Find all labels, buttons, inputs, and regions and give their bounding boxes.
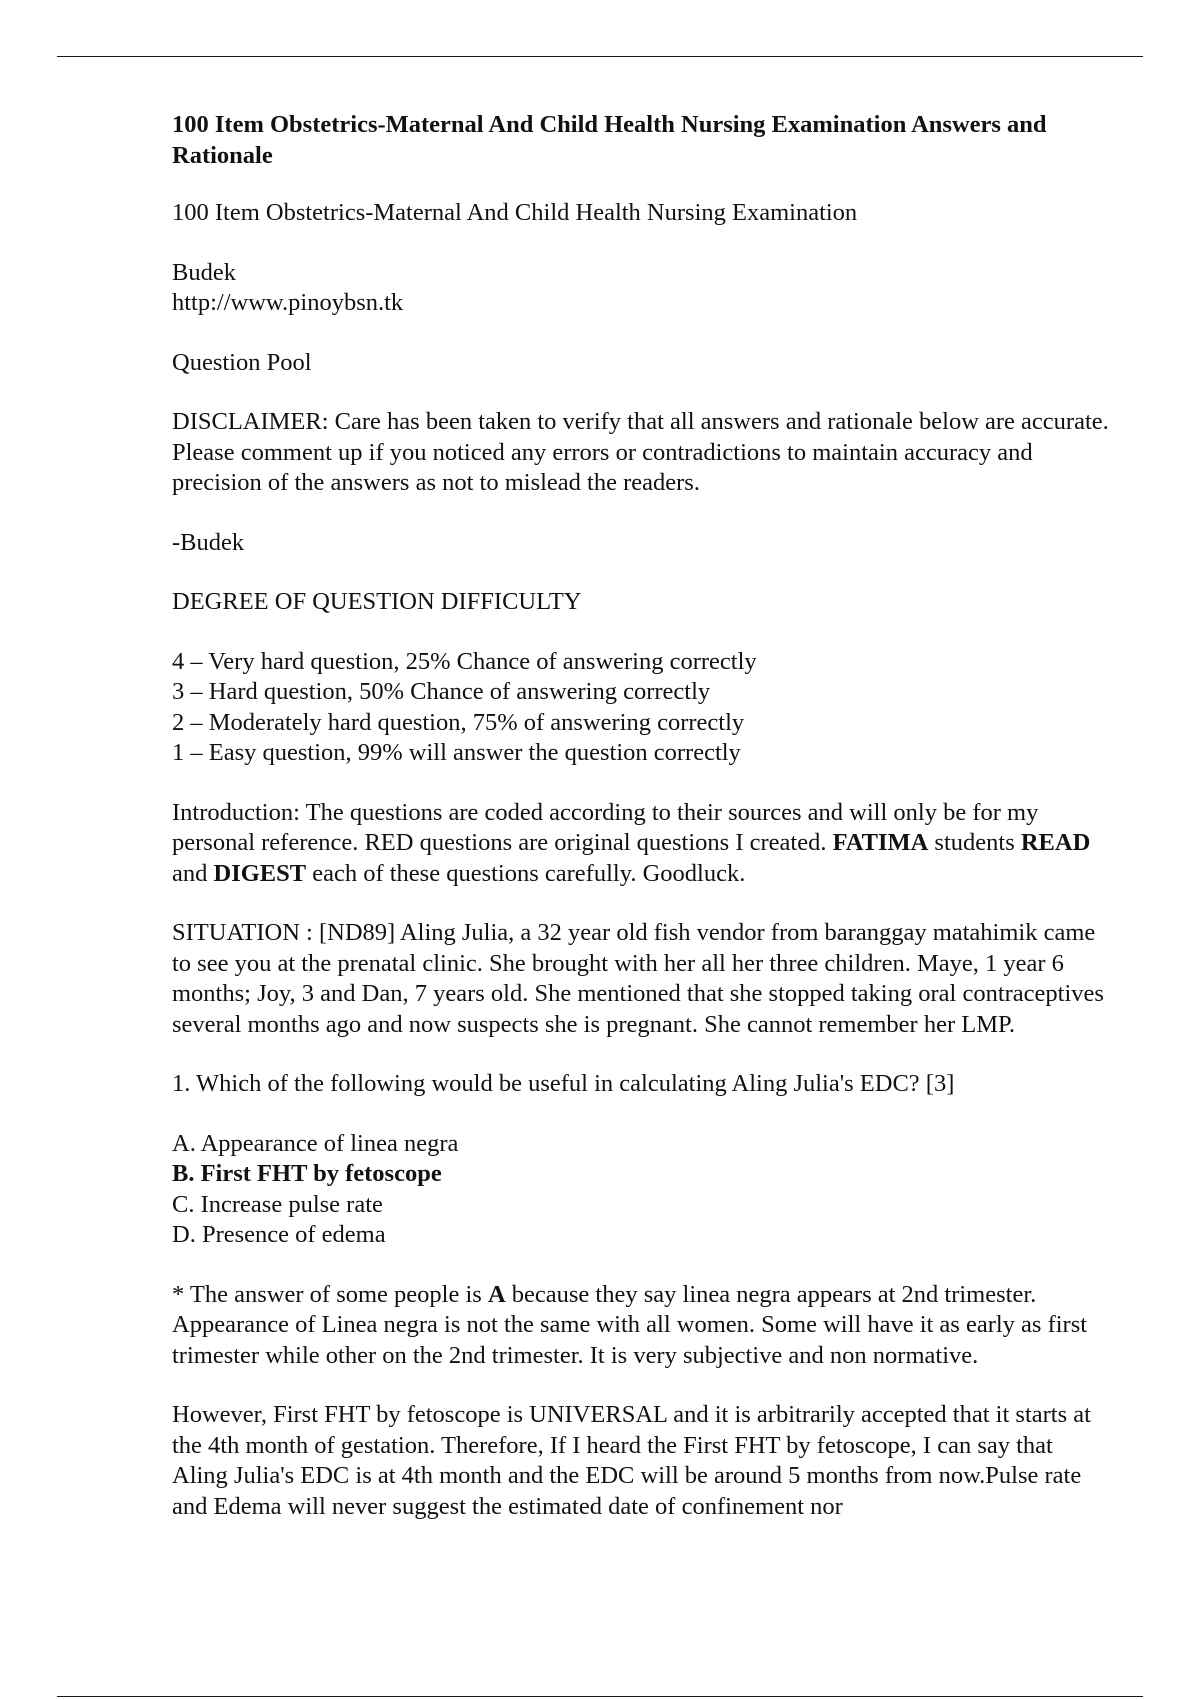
difficulty-level: 1 – Easy question, 99% will answer the question correctly (172, 739, 741, 766)
answer-option: D. Presence of edema (172, 1221, 386, 1248)
difficulty-list (172, 647, 1112, 769)
difficulty-level: 4 – Very hard question, 25% Chance of answering correctly (172, 647, 757, 675)
source-url: http://www.pinoybsn.tk (172, 289, 404, 316)
document-body (172, 110, 1112, 1551)
header-rule (57, 56, 1143, 57)
correct-answer-option: B. First FHT by fetoscope (172, 1160, 442, 1187)
intro-text: students (928, 829, 1021, 856)
introduction (172, 798, 1112, 890)
intro-text: and (172, 859, 214, 887)
signature: -Budek (172, 528, 245, 556)
intro-text: each of these questions carefully. Goodluck. (306, 859, 746, 887)
intro-emphasis: FATIMA (832, 829, 929, 856)
rationale-text: * The answer of some people is (172, 1280, 488, 1308)
footer-rule (57, 1696, 1143, 1697)
difficulty-level: 3 – Hard question, 50% Chance of answering correctly (172, 678, 711, 705)
intro-text: Introduction: The questions are coded according to their sources and will only be for my personal reference. RED questions are original questions I created. (172, 798, 1039, 856)
difficulty-heading: DEGREE OF QUESTION DIFFICULTY (172, 588, 582, 615)
answer-options (172, 1129, 1112, 1251)
author-name: Budek (172, 258, 236, 286)
author-block (172, 258, 1112, 319)
rationale-paragraph: However, First FHT by fetoscope is UNIVERSAL and it is arbitrarily accepted that it starts at the 4th month of gestation. Therefore, If I heard the First FHT by fetoscope, I can say that Aling Julia's EDC is at 4th month and the EDC will be around 5 months from now.Pulse rate and Edema will never suggest the estimated date of confinement nor (172, 1401, 1091, 1520)
rationale-emphasis: A (487, 1280, 506, 1308)
question-stem: 1. Which of the following would be useful in calculating Aling Julia's EDC? [3] (172, 1070, 955, 1097)
document-title: 100 Item Obstetrics-Maternal And Child Health Nursing Examination Answers and Rationale (172, 111, 1047, 169)
answer-option: C. Increase pulse rate (172, 1190, 383, 1218)
section-label: Question Pool (172, 348, 312, 376)
intro-emphasis: READ (1020, 829, 1091, 856)
rationale-text: because they say linea negra appears at 2nd trimester. Appearance of Linea negra is not the same with all women. Some will have it as early as first trimester while other on the 2nd trimester. It is very subjective and non normative. (172, 1280, 1088, 1369)
difficulty-level: 2 – Moderately hard question, 75% of answering correctly (172, 708, 745, 736)
situation: SITUATION : [ND89] Aling Julia, a 32 year old fish vendor from baranggay matahimik came to see you at the prenatal clinic. She brought with her all her three children. Maye, 1 year 6 months; Joy, 3 and Dan, 7 years old. She mentioned that she stopped taking oral contraceptives several months ago and now suspects she is pregnant. She cannot remember her LMP. (172, 919, 1104, 1038)
disclaimer: DISCLAIMER: Care has been taken to verify that all answers and rationale below are accurate. Please comment up if you noticed any errors or contradictions to maintain accuracy and precision of the answers as not to mislead the readers. (172, 408, 1109, 496)
document-subtitle: 100 Item Obstetrics-Maternal And Child Health Nursing Examination (172, 199, 858, 226)
rationale-paragraph (172, 1280, 1112, 1372)
intro-emphasis: DIGEST (213, 859, 307, 887)
answer-option: A. Appearance of linea negra (172, 1129, 459, 1157)
